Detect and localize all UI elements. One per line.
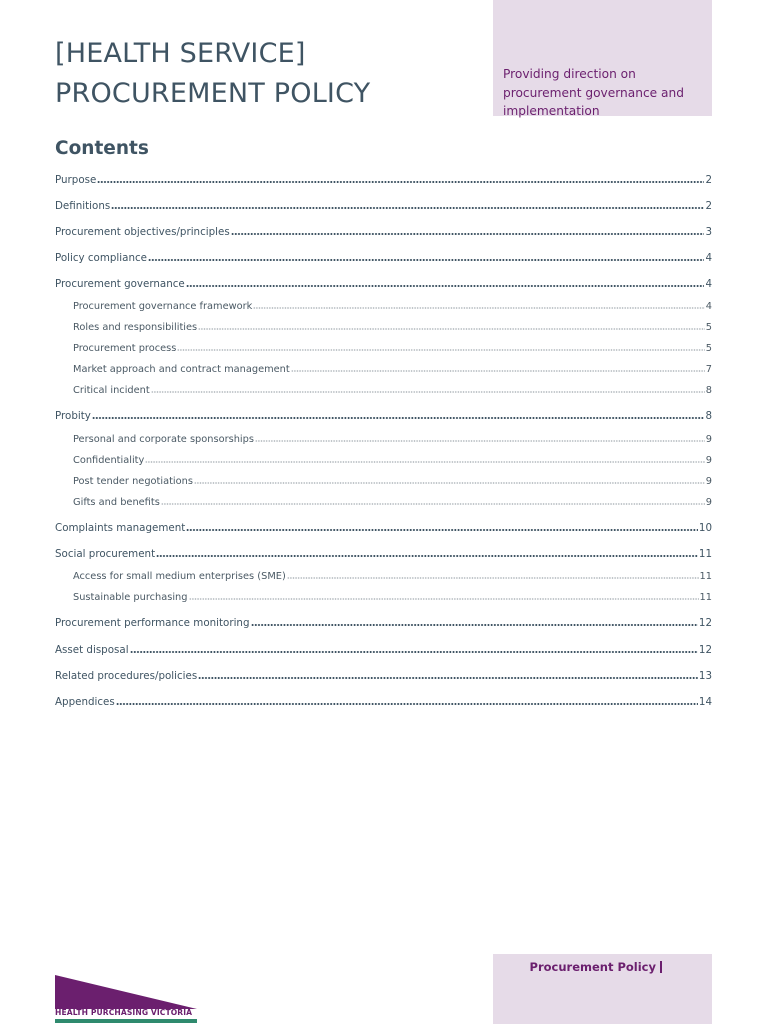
document-title bbox=[55, 34, 370, 114]
footer-panel bbox=[493, 954, 712, 1024]
toc-entry[interactable] bbox=[55, 364, 712, 375]
toc-dot-leader bbox=[111, 207, 704, 209]
toc-entry-page: 3 bbox=[705, 226, 712, 238]
toc-entry-page: 8 bbox=[705, 410, 712, 422]
toc-entry-label: Roles and responsibilities bbox=[73, 322, 198, 333]
toc-dot-leader bbox=[231, 233, 705, 235]
toc-entry-page: 9 bbox=[705, 455, 712, 466]
toc-dot-leader bbox=[198, 328, 705, 330]
toc-entry-page: 4 bbox=[705, 278, 712, 290]
toc-entry-page: 9 bbox=[705, 434, 712, 445]
toc-dot-leader bbox=[151, 391, 705, 393]
toc-entry-page: 14 bbox=[698, 696, 712, 708]
toc-entry[interactable] bbox=[55, 617, 712, 629]
toc-entry[interactable] bbox=[55, 670, 712, 682]
toc-dot-leader bbox=[287, 577, 699, 579]
document-title-line-1: [HEALTH SERVICE] bbox=[55, 38, 306, 69]
toc-entry-label: Definitions bbox=[55, 200, 111, 212]
toc-entry-page: 12 bbox=[698, 644, 712, 656]
toc-dot-leader bbox=[177, 349, 704, 351]
toc-entry[interactable] bbox=[55, 200, 712, 212]
toc-dot-leader bbox=[92, 417, 705, 419]
footer-label bbox=[530, 960, 662, 974]
toc-entry-label: Probity bbox=[55, 410, 91, 422]
toc-entry-label: Procurement performance monitoring bbox=[55, 617, 250, 629]
toc-dot-leader bbox=[198, 677, 698, 679]
tagline-panel bbox=[493, 0, 712, 116]
toc-entry[interactable] bbox=[55, 252, 712, 264]
toc-entry-page: 11 bbox=[699, 571, 712, 582]
toc-entry-label: Procurement governance framework bbox=[73, 301, 253, 312]
toc-entry-label: Appendices bbox=[55, 696, 115, 708]
toc-entry[interactable] bbox=[55, 696, 712, 708]
toc-entry[interactable] bbox=[55, 322, 712, 333]
toc-dot-leader bbox=[255, 440, 705, 442]
toc-dot-leader bbox=[251, 624, 698, 626]
toc-entry-label: Related procedures/policies bbox=[55, 670, 198, 682]
toc-entry-label: Sustainable purchasing bbox=[73, 592, 188, 603]
document-title-line-2: PROCUREMENT POLICY bbox=[55, 78, 371, 109]
footer-label-text: Procurement Policy bbox=[529, 960, 656, 974]
toc-entry-page: 5 bbox=[705, 343, 712, 354]
toc-dot-leader bbox=[194, 482, 705, 484]
toc-entry-page: 4 bbox=[705, 301, 712, 312]
toc-entry[interactable] bbox=[55, 226, 712, 238]
toc-entry[interactable] bbox=[55, 434, 712, 445]
toc-entry-label: Confidentiality bbox=[73, 455, 145, 466]
toc-entry[interactable] bbox=[55, 592, 712, 603]
toc-entry-label: Complaints management bbox=[55, 522, 186, 534]
toc-entry[interactable] bbox=[55, 571, 712, 582]
toc-entry-page: 9 bbox=[705, 476, 712, 487]
toc-dot-leader bbox=[116, 703, 698, 705]
toc-entry[interactable] bbox=[55, 644, 712, 656]
toc-entry-label: Post tender negotiations bbox=[73, 476, 193, 487]
toc-entry-label: Access for small medium enterprises (SME) bbox=[73, 571, 286, 582]
toc-entry-label: Personal and corporate sponsorships bbox=[73, 434, 254, 445]
footer-bar bbox=[660, 961, 662, 973]
toc-entry-label: Purpose bbox=[55, 174, 97, 186]
toc-dot-leader bbox=[97, 181, 704, 183]
toc-entry[interactable] bbox=[55, 410, 712, 422]
toc-dot-leader bbox=[161, 503, 705, 505]
toc-dot-leader bbox=[253, 307, 704, 309]
toc-entry-page: 7 bbox=[705, 364, 712, 375]
toc-entry-page: 12 bbox=[698, 617, 712, 629]
tagline-text: Providing direction on procurement governance and implementation bbox=[503, 67, 684, 118]
toc-entry-label: Procurement governance bbox=[55, 278, 185, 290]
toc-entry-page: 4 bbox=[705, 252, 712, 264]
toc-entry-page: 5 bbox=[705, 322, 712, 333]
toc-entry-label: Gifts and benefits bbox=[73, 497, 160, 508]
toc-entry-page: 11 bbox=[698, 548, 712, 560]
toc-entry[interactable] bbox=[55, 476, 712, 487]
toc-entry[interactable] bbox=[55, 455, 712, 466]
toc-entry-label: Procurement process bbox=[73, 343, 177, 354]
toc-entry[interactable] bbox=[55, 497, 712, 508]
toc-dot-leader bbox=[186, 285, 705, 287]
toc-entry-page: 2 bbox=[705, 200, 712, 212]
toc-dot-leader bbox=[130, 651, 698, 653]
toc-entry-page: 11 bbox=[699, 592, 712, 603]
hpv-logo bbox=[55, 973, 199, 1025]
toc-entry-label: Market approach and contract management bbox=[73, 364, 290, 375]
toc-dot-leader bbox=[156, 555, 698, 557]
toc-dot-leader bbox=[145, 461, 704, 463]
toc-entry-label: Procurement objectives/principles bbox=[55, 226, 230, 238]
toc-entry[interactable] bbox=[55, 385, 712, 396]
toc-entry[interactable] bbox=[55, 301, 712, 312]
toc-entry[interactable] bbox=[55, 522, 712, 534]
logo-green-rule bbox=[55, 1019, 197, 1023]
toc-entry[interactable] bbox=[55, 548, 712, 560]
contents-heading: Contents bbox=[55, 138, 149, 159]
toc-dot-leader bbox=[186, 529, 698, 531]
toc-entry-page: 8 bbox=[705, 385, 712, 396]
toc-entry-label: Asset disposal bbox=[55, 644, 129, 656]
logo-text: HEALTH PURCHASING VICTORIA bbox=[55, 1008, 193, 1017]
toc-entry-page: 13 bbox=[698, 670, 712, 682]
toc-dot-leader bbox=[148, 259, 704, 261]
logo-mark-icon bbox=[55, 973, 199, 1009]
toc-entry[interactable] bbox=[55, 343, 712, 354]
toc-entry-page: 2 bbox=[705, 174, 712, 186]
toc-entry-page: 9 bbox=[705, 497, 712, 508]
toc-dot-leader bbox=[189, 598, 699, 600]
toc-entry-label: Policy compliance bbox=[55, 252, 147, 264]
toc-entry-label: Social procurement bbox=[55, 548, 156, 560]
toc-dot-leader bbox=[291, 370, 705, 372]
toc-entry[interactable] bbox=[55, 174, 712, 186]
toc-entry-page: 10 bbox=[698, 522, 712, 534]
toc-entry[interactable] bbox=[55, 278, 712, 290]
toc-entry-label: Critical incident bbox=[73, 385, 150, 396]
